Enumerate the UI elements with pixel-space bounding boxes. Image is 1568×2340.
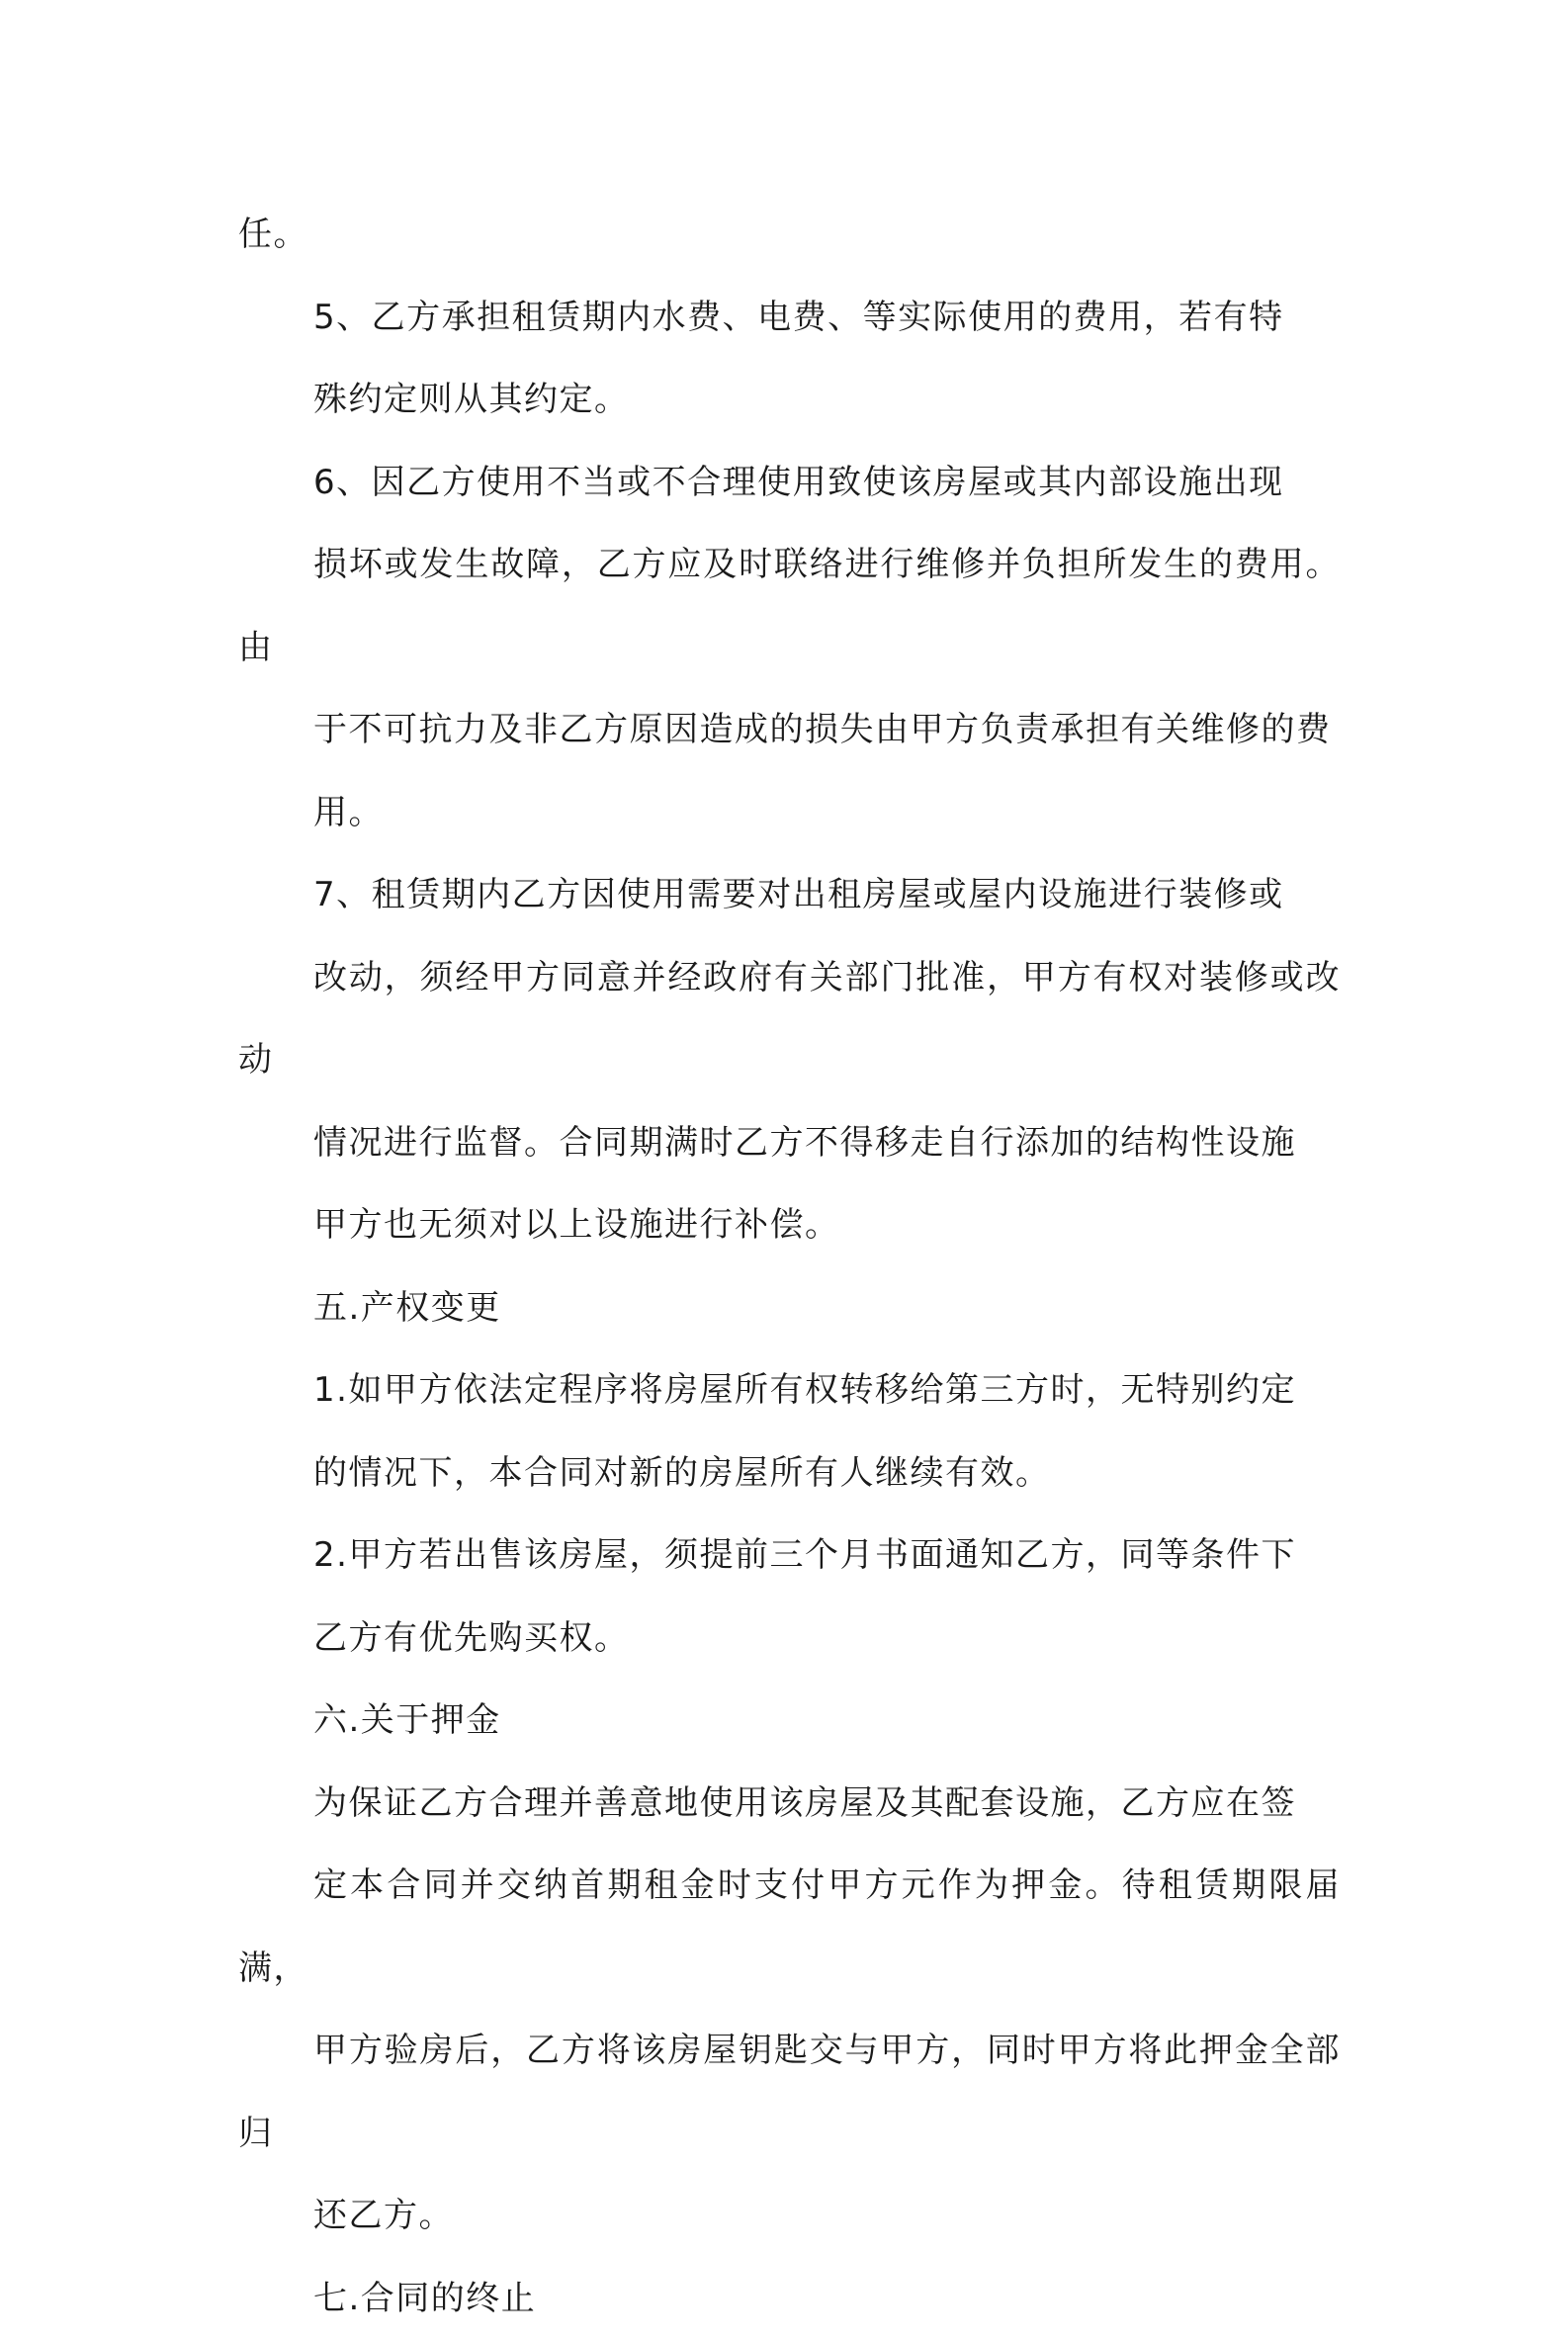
text-line: 2.甲方若出售该房屋，须提前三个月书面通知乙方，同等条件下 (238, 1515, 1341, 1598)
text-line: 定本合同并交纳首期租金时支付甲方元作为押金。待租赁期限届满， (238, 1845, 1341, 2010)
paragraph-property-clause-1 (238, 1349, 1341, 1515)
text-line: 改动，须经甲方同意并经政府有关部门批准，甲方有权对装修或改动 (238, 937, 1341, 1102)
text-line: 为保证乙方合理并善意地使用该房屋及其配套设施，乙方应在签 (238, 1763, 1341, 1846)
section-heading: 五.产权变更 (238, 1267, 1341, 1350)
text-line: 情况进行监督。合同期满时乙方不得移走自行添加的结构性设施 (238, 1102, 1341, 1185)
text-line: 于不可抗力及非乙方原因造成的损失由甲方负责承担有关维修的费 (238, 689, 1341, 772)
text-line: 乙方有优先购买权。 (238, 1598, 1341, 1681)
paragraph-clause-7 (238, 854, 1341, 1184)
text-line: 甲方也无须对以上设施进行补偿。 (238, 1184, 1341, 1267)
text-line: 殊约定则从其约定。 (238, 359, 1341, 442)
text-line: 6、因乙方使用不当或不合理使用致使该房屋或其内部设施出现 (238, 442, 1341, 525)
text-line: 5、乙方承担租赁期内水费、电费、等实际使用的费用，若有特 (238, 277, 1341, 360)
section-heading-property-change (238, 1267, 1341, 1350)
section-heading-termination (238, 2258, 1341, 2340)
paragraph-property-clause-2 (238, 1515, 1341, 1680)
section-heading-deposit (238, 1680, 1341, 1763)
text-line: 用。 (238, 772, 1341, 855)
text-line: 还乙方。 (238, 2175, 1341, 2258)
text-line: 7、租赁期内乙方因使用需要对出租房屋或屋内设施进行装修或 (238, 854, 1341, 937)
paragraph-compensation-note (238, 1184, 1341, 1267)
document-body (238, 194, 1341, 2340)
section-heading: 六.关于押金 (238, 1680, 1341, 1763)
section-heading: 七.合同的终止 (238, 2258, 1341, 2340)
text-line: 1.如甲方依法定程序将房屋所有权转移给第三方时，无特别约定 (238, 1349, 1341, 1432)
paragraph-clause-6 (238, 442, 1341, 855)
paragraph-clause-5 (238, 277, 1341, 442)
text-line: 甲方验房后，乙方将该房屋钥匙交与甲方，同时甲方将此押金全部归 (238, 2010, 1341, 2175)
text-line: 任。 (238, 194, 1341, 277)
paragraph-continuation (238, 194, 1341, 277)
paragraph-deposit (238, 1763, 1341, 2258)
text-line: 的情况下，本合同对新的房屋所有人继续有效。 (238, 1432, 1341, 1516)
text-line: 损坏或发生故障，乙方应及时联络进行维修并负担所发生的费用。由 (238, 524, 1341, 689)
